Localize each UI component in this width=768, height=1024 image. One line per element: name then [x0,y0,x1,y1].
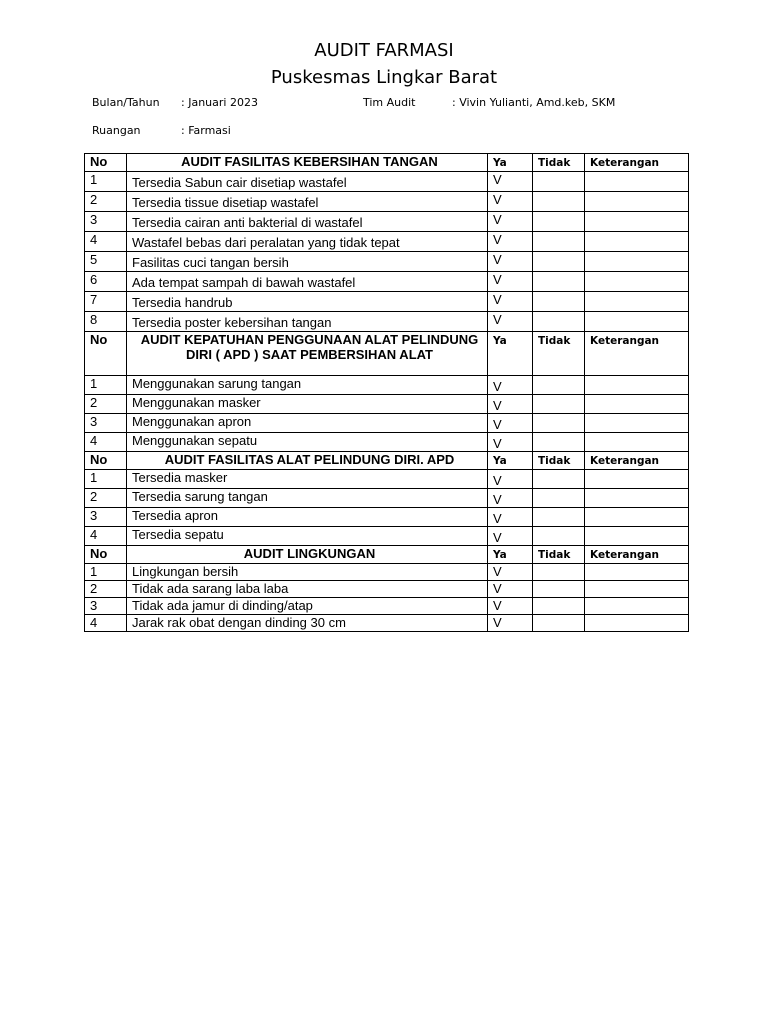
document-title: AUDIT FARMASI [314,40,454,61]
table-row [85,252,689,272]
row-item: Menggunakan sepatu [127,433,488,452]
team-label: Tim Audit [363,96,416,109]
row-item: Tersedia sarung tangan [127,489,488,508]
row-item: Tersedia poster kebersihan tangan [127,312,488,332]
table-row [85,414,689,433]
column-no-header: No [85,332,127,376]
row-tidak [533,172,585,192]
row-keterangan [585,598,689,615]
table-row [85,376,689,395]
column-tidak-header: Tidak [533,452,585,470]
section-header-row [85,452,689,470]
section-header-row [85,154,689,172]
row-keterangan [585,470,689,489]
row-item: Tersedia masker [127,470,488,489]
section-title: AUDIT KEPATUHAN PENGGUNAAN ALAT PELINDUNG DIRI ( APD ) SAAT PEMBERSIHAN ALAT [127,332,488,376]
column-ya-header: Ya [488,546,533,564]
row-ya-check: V [488,312,533,332]
row-number: 3 [85,508,127,527]
table-row [85,433,689,452]
table-row [85,527,689,546]
table-row [85,172,689,192]
section-header-row [85,332,689,376]
row-keterangan [585,414,689,433]
table-row [85,292,689,312]
row-keterangan [585,252,689,272]
row-keterangan [585,192,689,212]
row-ya-check: V [488,192,533,212]
column-tidak-header: Tidak [533,332,585,376]
row-item: Menggunakan apron [127,414,488,433]
table-row [85,395,689,414]
row-ya-check: V [488,414,533,433]
row-item: Ada tempat sampah di bawah wastafel [127,272,488,292]
row-tidak [533,527,585,546]
table-row [85,581,689,598]
row-ya-check: V [488,292,533,312]
row-keterangan [585,489,689,508]
row-item: Tidak ada sarang laba laba [127,581,488,598]
section-title: AUDIT FASILITAS ALAT PELINDUNG DIRI. APD [127,452,488,470]
row-ya-check: V [488,232,533,252]
row-tidak [533,581,585,598]
team-value: : Vivin Yulianti, Amd.keb, SKM [452,96,616,109]
row-number: 8 [85,312,127,332]
row-number: 3 [85,212,127,232]
column-no-header: No [85,546,127,564]
row-item: Menggunakan sarung tangan [127,376,488,395]
section-title: AUDIT LINGKUNGAN [127,546,488,564]
column-no-header: No [85,154,127,172]
row-item: Wastafel bebas dari peralatan yang tidak tepat [127,232,488,252]
table-row [85,508,689,527]
row-number: 1 [85,470,127,489]
section-title: AUDIT FASILITAS KEBERSIHAN TANGAN [127,154,488,172]
row-number: 2 [85,489,127,508]
column-keterangan-header: Keterangan [585,546,689,564]
row-tidak [533,615,585,632]
row-keterangan [585,615,689,632]
row-ya-check: V [488,489,533,508]
row-number: 4 [85,433,127,452]
column-keterangan-header: Keterangan [585,154,689,172]
row-keterangan [585,564,689,581]
row-item: Tersedia tissue disetiap wastafel [127,192,488,212]
row-keterangan [585,212,689,232]
table-row [85,272,689,292]
row-tidak [533,489,585,508]
row-keterangan [585,232,689,252]
row-ya-check: V [488,581,533,598]
row-tidak [533,598,585,615]
row-number: 4 [85,527,127,546]
row-ya-check: V [488,252,533,272]
column-keterangan-header: Keterangan [585,452,689,470]
row-tidak [533,414,585,433]
row-tidak [533,232,585,252]
row-keterangan [585,581,689,598]
column-no-header: No [85,452,127,470]
audit-table-body [85,154,689,632]
table-row [85,470,689,489]
room-value: : Farmasi [181,124,231,137]
column-ya-header: Ya [488,332,533,376]
row-number: 2 [85,192,127,212]
row-number: 1 [85,376,127,395]
table-row [85,312,689,332]
column-keterangan-header: Keterangan [585,332,689,376]
table-row [85,192,689,212]
row-number: 4 [85,615,127,632]
row-ya-check: V [488,212,533,232]
row-ya-check: V [488,508,533,527]
row-keterangan [585,292,689,312]
row-item: Tidak ada jamur di dinding/atap [127,598,488,615]
row-tidak [533,470,585,489]
row-tidak [533,212,585,232]
row-item: Tersedia Sabun cair disetiap wastafel [127,172,488,192]
row-keterangan [585,433,689,452]
row-number: 7 [85,292,127,312]
row-tidak [533,376,585,395]
row-number: 3 [85,598,127,615]
column-tidak-header: Tidak [533,154,585,172]
row-keterangan [585,172,689,192]
row-ya-check: V [488,376,533,395]
row-ya-check: V [488,564,533,581]
table-row [85,598,689,615]
period-label: Bulan/Tahun [92,96,160,109]
row-tidak [533,292,585,312]
row-item: Menggunakan masker [127,395,488,414]
row-ya-check: V [488,272,533,292]
table-row [85,615,689,632]
table-row [85,212,689,232]
column-ya-header: Ya [488,452,533,470]
row-number: 1 [85,172,127,192]
row-ya-check: V [488,470,533,489]
table-row [85,564,689,581]
row-ya-check: V [488,433,533,452]
column-ya-header: Ya [488,154,533,172]
row-keterangan [585,312,689,332]
row-item: Tersedia cairan anti bakterial di wastafel [127,212,488,232]
row-ya-check: V [488,598,533,615]
row-number: 3 [85,414,127,433]
audit-table [84,153,689,632]
row-number: 1 [85,564,127,581]
row-ya-check: V [488,172,533,192]
section-header-row [85,546,689,564]
row-tidak [533,395,585,414]
row-keterangan [585,376,689,395]
row-tidak [533,564,585,581]
row-number: 5 [85,252,127,272]
row-tidak [533,508,585,527]
row-item: Jarak rak obat dengan dinding 30 cm [127,615,488,632]
row-ya-check: V [488,395,533,414]
row-keterangan [585,508,689,527]
table-row [85,489,689,508]
row-number: 2 [85,581,127,598]
row-item: Tersedia sepatu [127,527,488,546]
row-tidak [533,252,585,272]
row-number: 6 [85,272,127,292]
row-number: 4 [85,232,127,252]
row-keterangan [585,527,689,546]
row-tidak [533,272,585,292]
room-label: Ruangan [92,124,141,137]
row-keterangan [585,395,689,414]
row-item: Fasilitas cuci tangan bersih [127,252,488,272]
row-number: 2 [85,395,127,414]
row-ya-check: V [488,615,533,632]
row-tidak [533,312,585,332]
row-tidak [533,433,585,452]
row-ya-check: V [488,527,533,546]
row-tidak [533,192,585,212]
row-item: Tersedia handrub [127,292,488,312]
document-subtitle: Puskesmas Lingkar Barat [270,67,498,88]
column-tidak-header: Tidak [533,546,585,564]
table-row [85,232,689,252]
row-item: Lingkungan bersih [127,564,488,581]
row-keterangan [585,272,689,292]
row-item: Tersedia apron [127,508,488,527]
period-value: : Januari 2023 [181,96,258,109]
